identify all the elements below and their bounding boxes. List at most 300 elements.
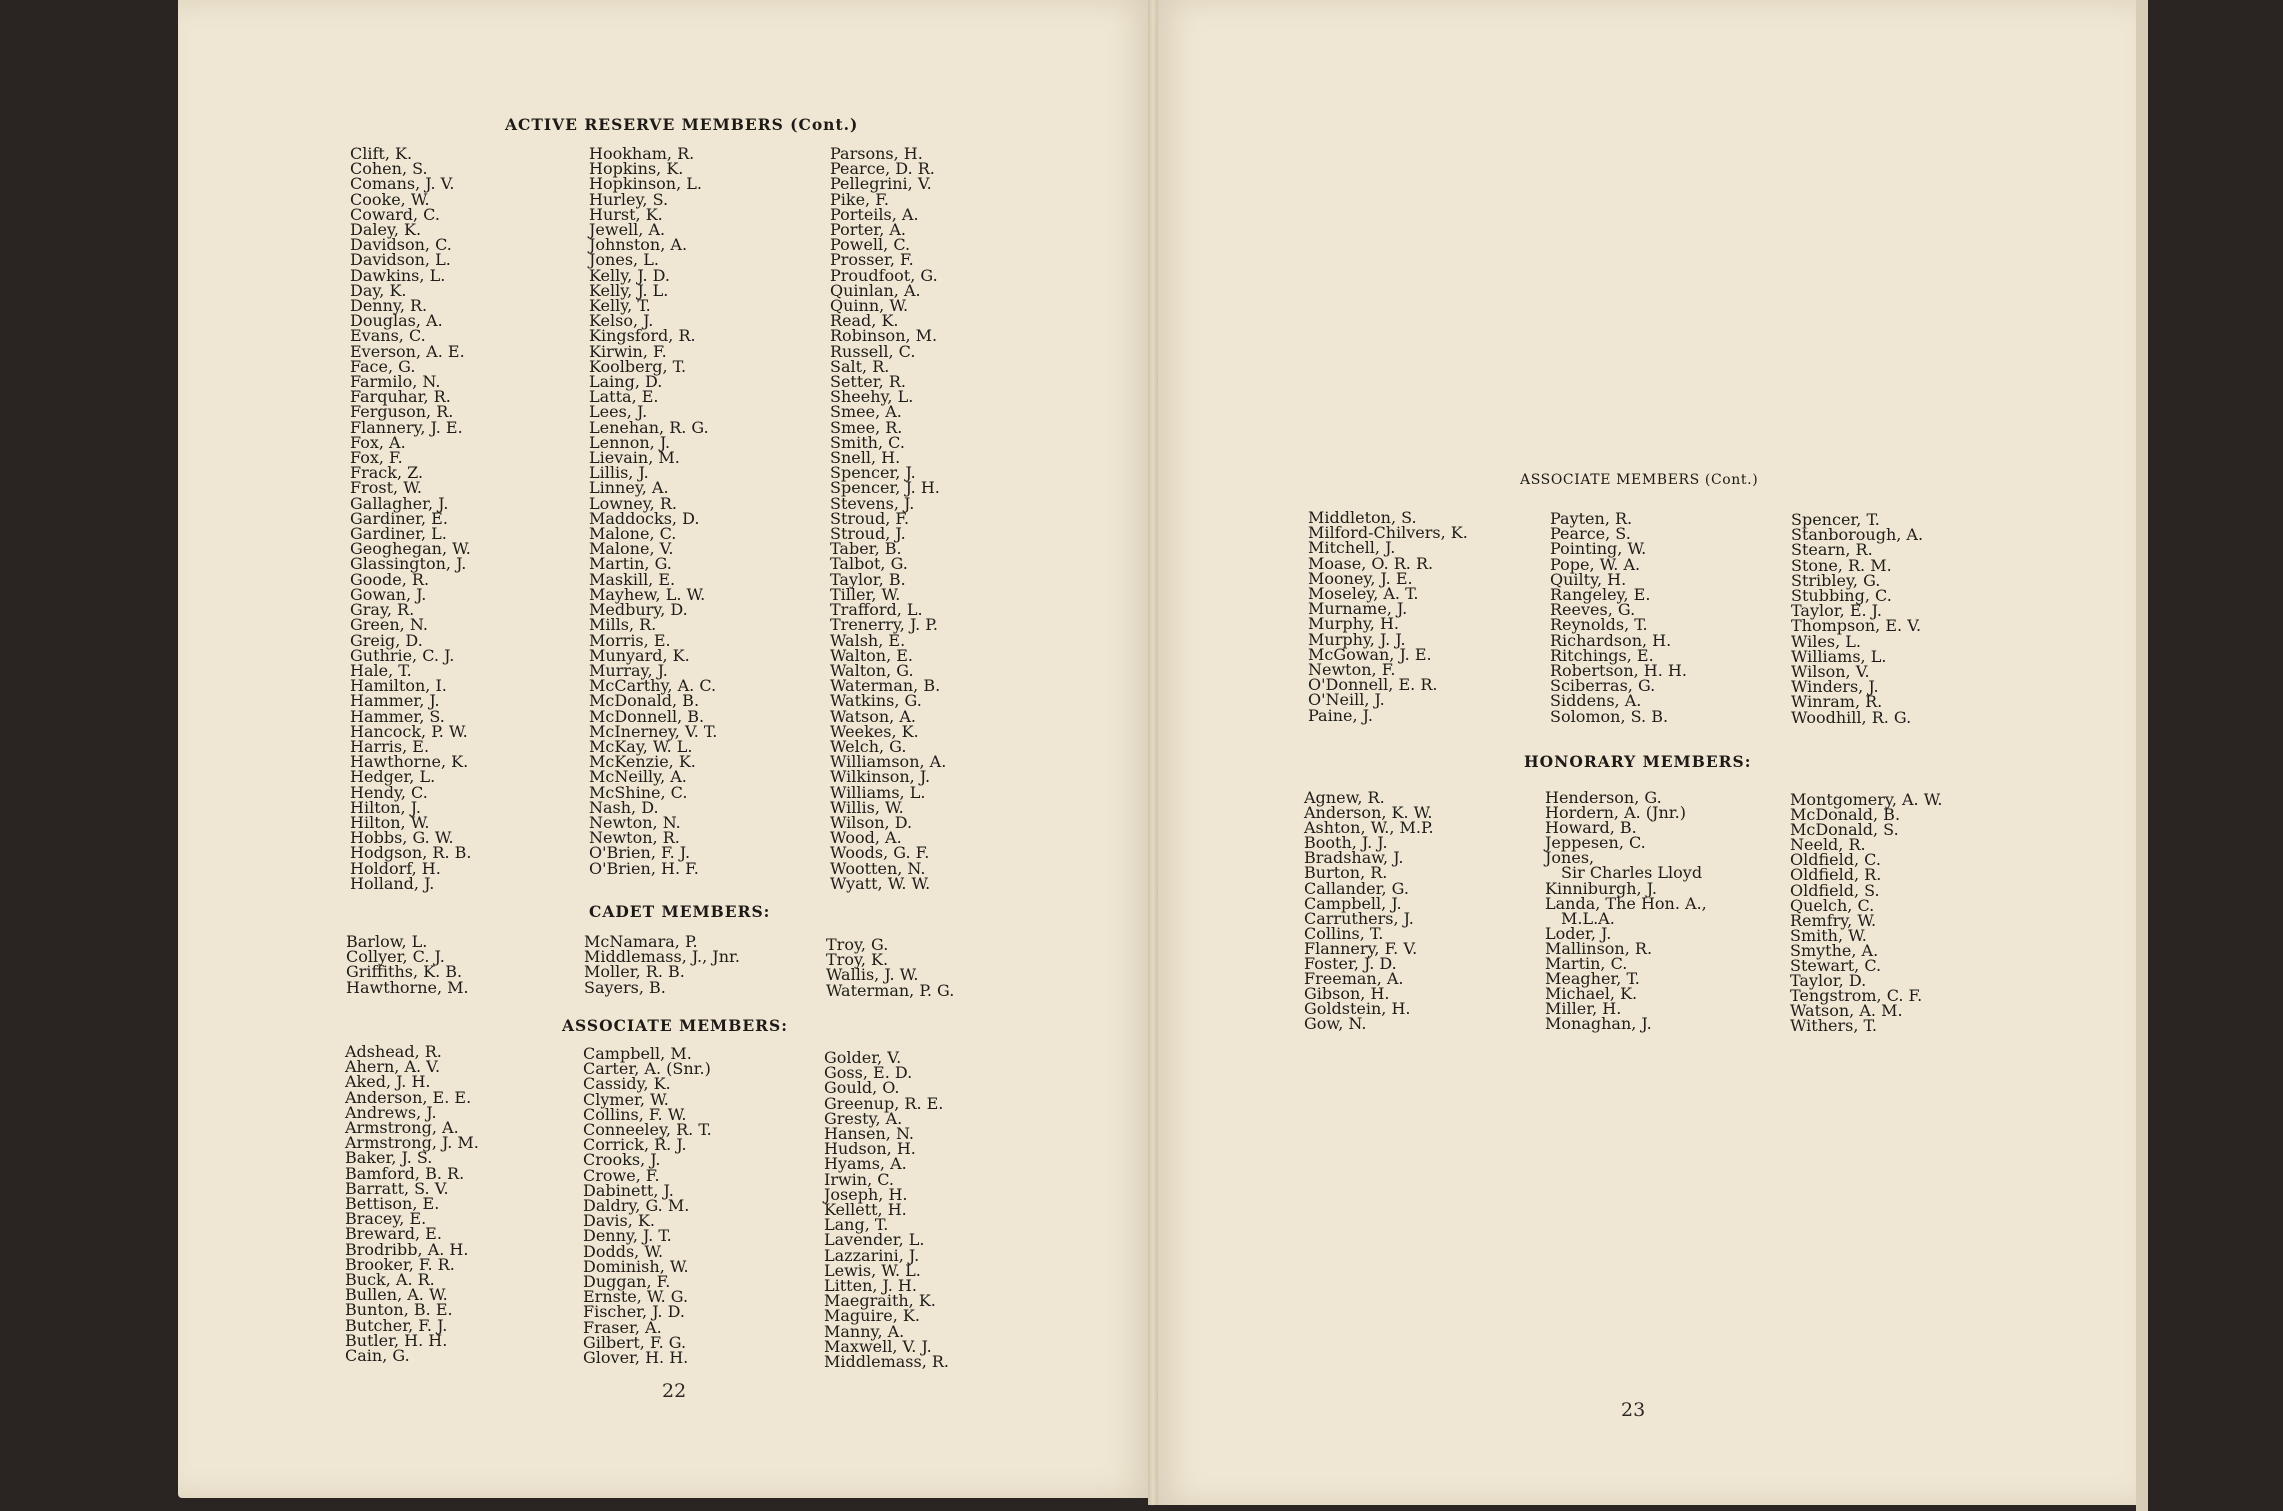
member-name: Mallinson, R.	[1545, 938, 1653, 958]
member-name: Griffiths, K. B.	[346, 962, 463, 982]
member-name: Dodds, W.	[583, 1241, 664, 1261]
honorary-column-1	[1304, 790, 1434, 1032]
member-name: Jeppesen, C.	[1545, 833, 1646, 853]
member-name: Hopkinson, L.	[589, 174, 702, 194]
member-name: Newton, R.	[589, 828, 680, 848]
member-name: Taber, B.	[830, 539, 902, 559]
member-name: Cain, G.	[345, 1346, 410, 1366]
member-name: Lazzarini, J.	[824, 1245, 920, 1265]
cadet-heading: CADET MEMBERS:	[589, 902, 771, 921]
honorary-column-3	[1790, 792, 1942, 1034]
member-name: Bunton, B. E.	[345, 1300, 453, 1320]
member-name: Smee, A.	[830, 402, 902, 422]
honorary-heading: HONORARY MEMBERS:	[1524, 752, 1752, 771]
member-name: Munyard, K.	[589, 645, 690, 665]
member-name: Maegraith, K.	[824, 1291, 936, 1311]
member-name: Lowney, R.	[589, 493, 677, 513]
member-name: Joseph, H.	[824, 1184, 908, 1204]
member-name: Taylor, B.	[830, 569, 906, 589]
member-name: Spencer, J. H.	[830, 478, 940, 498]
member-name: Spencer, T.	[1791, 510, 1880, 529]
member-name: Laing, D.	[589, 372, 663, 392]
member-name: Lang, T.	[824, 1215, 889, 1235]
member-name: Corrick, R. J.	[583, 1135, 687, 1155]
member-name: Denny, R.	[350, 296, 428, 316]
member-name: Porteils, A.	[830, 204, 919, 224]
member-name: Lenehan, R. G.	[589, 417, 709, 437]
member-name: Murphy, H.	[1308, 614, 1400, 634]
member-name: Farmilo, N.	[350, 372, 441, 392]
member-name: Glassington, J.	[350, 554, 467, 574]
active-reserve-column-3	[830, 146, 946, 891]
member-name: Murphy, J. J.	[1308, 629, 1406, 649]
member-name: Aked, J. H.	[345, 1072, 431, 1092]
member-name: Stearn, R.	[1791, 540, 1873, 560]
member-name: Brodribb, A. H.	[345, 1239, 469, 1259]
member-name: Barratt, S. V.	[345, 1178, 449, 1198]
member-name: Oldfield, C.	[1790, 850, 1881, 870]
member-name: Pellegrini, V.	[830, 174, 932, 194]
member-name: Troy, K.	[826, 950, 889, 970]
member-name: Hendy, C.	[350, 782, 428, 802]
member-name: Johnston, A.	[589, 235, 688, 255]
member-name: Everson, A. E.	[350, 341, 465, 361]
member-name: McGowan, J. E.	[1308, 644, 1432, 664]
member-name: Daley, K.	[350, 220, 422, 240]
member-name: Butcher, F. J.	[345, 1315, 448, 1335]
member-name: Agnew, R.	[1304, 788, 1385, 807]
member-name: Carruthers, J.	[1304, 908, 1414, 928]
member-name: Martin, G.	[589, 554, 672, 574]
member-name: Stevens, J.	[830, 493, 915, 513]
member-name: Anderson, K. W.	[1304, 803, 1433, 823]
member-name: Freeman, A.	[1304, 969, 1404, 989]
member-name: Goldstein, H.	[1304, 999, 1411, 1019]
member-name: Fischer, J. D.	[583, 1302, 685, 1322]
member-name: Tengstrom, C. F.	[1790, 986, 1923, 1006]
member-name: Clymer, W.	[583, 1089, 669, 1109]
member-name: Kelly, J. D.	[589, 265, 670, 285]
member-name: Wootten, N.	[830, 858, 926, 878]
member-name: Oldfield, S.	[1790, 880, 1880, 900]
member-name: Carter, A. (Snr.)	[583, 1059, 711, 1079]
member-name: Day, K.	[350, 280, 407, 300]
member-name: Campbell, J.	[1304, 893, 1402, 913]
member-name: Rangeley, E.	[1550, 585, 1651, 605]
member-name: Goss, E. D.	[824, 1063, 913, 1083]
member-name: Hawthorne, M.	[346, 977, 469, 997]
member-name: Williams, L.	[830, 782, 926, 802]
member-name: Guthrie, C. J.	[350, 645, 455, 665]
member-name: Gardiner, E.	[350, 508, 448, 528]
member-name: Quinn, W.	[830, 296, 909, 316]
member-name: McNeilly, A.	[589, 767, 687, 787]
member-name: Watkins, G.	[830, 691, 922, 711]
member-name: Winram, R.	[1791, 692, 1883, 712]
member-name: Stroud, J.	[830, 524, 906, 544]
member-name: Brooker, F. R.	[345, 1254, 455, 1274]
member-name: Cassidy, K.	[583, 1074, 671, 1094]
member-name: Withers, T.	[1790, 1016, 1877, 1036]
member-name: Wilson, V.	[1791, 662, 1870, 682]
member-name: Monaghan, J.	[1545, 1014, 1652, 1034]
member-name: Gallagher, J.	[350, 493, 449, 513]
member-name: McShine, C.	[589, 782, 688, 802]
member-name: Reeves, G.	[1550, 600, 1636, 620]
member-name: Wallis, J. W.	[826, 965, 919, 985]
member-name: Hobbs, G. W.	[350, 828, 454, 848]
member-name: Reynolds, T.	[1550, 615, 1648, 635]
member-name: Davidson, L.	[350, 250, 451, 270]
member-name: Porter, A.	[830, 220, 906, 240]
member-name: Buck, A. R.	[345, 1270, 435, 1290]
member-name: Hilton, W.	[350, 812, 430, 832]
member-name: Troy, G.	[826, 935, 889, 954]
member-name: Collins, T.	[1304, 923, 1384, 943]
member-name: McNamara, P.	[584, 932, 698, 951]
member-name: Pointing, W.	[1550, 539, 1647, 559]
member-name: Nash, D.	[589, 797, 659, 817]
member-name: Manny, A.	[824, 1321, 905, 1341]
member-name: Robinson, M.	[830, 326, 938, 346]
member-name: Geoghegan, W.	[350, 539, 471, 559]
member-name: Spencer, J.	[830, 463, 916, 483]
member-name: Crooks, J.	[583, 1150, 661, 1170]
member-name: Prosser, F.	[830, 250, 914, 270]
member-name: Moller, R. B.	[584, 962, 685, 982]
member-name: Morris, E.	[589, 630, 671, 650]
member-name: Ernste, W. G.	[583, 1287, 689, 1307]
member-name: Litten, J. H.	[824, 1276, 917, 1296]
associate-column-2	[583, 1044, 712, 1368]
member-name: Douglas, A.	[350, 311, 443, 331]
member-name: Linney, A.	[589, 478, 669, 498]
member-name: Hyams, A.	[824, 1154, 907, 1174]
member-name: Mitchell, J.	[1308, 538, 1396, 558]
member-name: O'Brien, F. J.	[589, 843, 691, 863]
member-name: Pearce, D. R.	[830, 159, 935, 179]
member-name: Hancock, P. W.	[350, 721, 468, 741]
member-name: Martin, C.	[1545, 954, 1628, 974]
member-name: Anderson, E. E.	[345, 1087, 472, 1107]
member-name: Duggan, F.	[583, 1272, 671, 1292]
member-name: Jones, L.	[589, 250, 659, 270]
member-name: McCarthy, A. C.	[589, 676, 717, 696]
page-number-right: 23	[1621, 1399, 1646, 1421]
member-name: Fox, F.	[350, 448, 403, 468]
member-name: Lees, J.	[589, 402, 648, 422]
member-name: Pope, W. A.	[1550, 554, 1641, 574]
member-name: McDonald, S.	[1790, 820, 1899, 840]
member-name: Wilkinson, J.	[830, 767, 931, 787]
page-number-left: 22	[662, 1380, 687, 1402]
member-name: Murray, J.	[589, 660, 668, 680]
member-name: Callander, G.	[1304, 878, 1409, 898]
member-name: Moase, O. R. R.	[1308, 553, 1434, 573]
member-name: Hookham, R.	[589, 144, 695, 163]
associate-cont-column-1	[1308, 510, 1468, 723]
member-name: Mooney, J. E.	[1308, 568, 1413, 588]
member-name: McKay, W. L.	[589, 736, 693, 756]
member-name: Medbury, D.	[589, 600, 688, 620]
member-name: Hopkins, K.	[589, 159, 684, 179]
member-name: Proudfoot, G.	[830, 265, 938, 285]
member-name: Kelly, J. L.	[589, 280, 669, 300]
cadet-column-1	[346, 934, 469, 995]
member-name: Wilson, D.	[830, 812, 913, 832]
member-name: Frack, Z.	[350, 463, 424, 483]
member-name: Holland, J.	[350, 873, 435, 893]
member-name: Powell, C.	[830, 235, 911, 255]
member-name: Henderson, G.	[1545, 788, 1662, 807]
member-name: Gowan, J.	[350, 584, 427, 604]
member-name: Fraser, A.	[583, 1317, 662, 1337]
member-name: Parsons, H.	[830, 144, 923, 163]
member-name: Baker, J. S.	[345, 1148, 433, 1168]
member-name: Miller, H.	[1545, 999, 1622, 1019]
member-name: Trafford, L.	[830, 600, 923, 620]
member-name: Jones,	[1545, 848, 1595, 868]
member-name: Quelch, C.	[1790, 895, 1875, 915]
member-name: Gibson, H.	[1304, 984, 1390, 1004]
member-name: Dominish, W.	[583, 1256, 689, 1276]
member-name: Stribley, G.	[1791, 570, 1881, 590]
cadet-column-3	[826, 937, 954, 998]
member-name: Salt, R.	[830, 356, 890, 376]
member-name: Lavender, L.	[824, 1230, 925, 1250]
member-name: Sheehy, L.	[830, 387, 914, 407]
member-name: Kelso, J.	[589, 311, 654, 331]
member-name: Farquhar, R.	[350, 387, 451, 407]
member-name: Greenup, R. E.	[824, 1093, 944, 1113]
member-name: Cohen, S.	[350, 159, 428, 179]
member-name: Williamson, A.	[830, 752, 947, 772]
member-name: Comans, J. V.	[350, 174, 455, 194]
member-name: Oldfield, R.	[1790, 865, 1882, 885]
member-name: Clift, K.	[350, 144, 413, 163]
member-name: Greig, D.	[350, 630, 423, 650]
member-name: Ferguson, R.	[350, 402, 454, 422]
member-name: Collins, F. W.	[583, 1104, 687, 1124]
member-name: McDonnell, B.	[589, 706, 705, 726]
member-name: Walton, G.	[830, 660, 914, 680]
member-name: Williams, L.	[1791, 646, 1887, 666]
member-name: Hamilton, I.	[350, 676, 447, 696]
member-name: Woods, G. F.	[830, 843, 930, 863]
member-name: Gresty, A.	[824, 1108, 903, 1128]
member-name: Breward, E.	[345, 1224, 442, 1244]
member-name: Face, G.	[350, 356, 416, 376]
member-name: Landa, The Hon. A.,	[1545, 893, 1707, 913]
member-name: Lennon, J.	[589, 432, 671, 452]
member-name: Quilty, H.	[1550, 569, 1627, 589]
member-name: Talbot, G.	[830, 554, 908, 574]
member-name: Bradshaw, J.	[1304, 848, 1404, 868]
member-name: Pike, F.	[830, 189, 889, 209]
member-name: Evans, C.	[350, 326, 426, 346]
member-name: Middlemass, J., Jnr.	[584, 947, 740, 967]
honorary-column-2	[1545, 790, 1707, 1032]
member-name: Stone, R. M.	[1791, 555, 1892, 575]
member-name: Read, K.	[830, 311, 899, 331]
member-name: Richardson, H.	[1550, 630, 1672, 650]
member-name: Foster, J. D.	[1304, 954, 1397, 974]
member-name: Green, N.	[350, 615, 428, 635]
member-name: Flannery, F. V.	[1304, 938, 1418, 958]
member-name: Hudson, H.	[824, 1139, 916, 1159]
member-name: Woodhill, R. G.	[1791, 707, 1912, 727]
member-name: Winders, J.	[1791, 677, 1879, 697]
book-gutter	[1148, 0, 1158, 1505]
member-name: Gray, R.	[350, 600, 415, 620]
member-name: Stewart, C.	[1790, 956, 1882, 976]
member-name: O'Donnell, E. R.	[1308, 675, 1438, 695]
member-name: Waterman, B.	[830, 676, 941, 696]
member-name: Snell, H.	[830, 448, 901, 468]
member-name: Smee, R.	[830, 417, 903, 437]
member-name: Bettison, E.	[345, 1194, 440, 1214]
member-name: Conneeley, R. T.	[583, 1120, 712, 1140]
member-name: McInerney, V. T.	[589, 721, 718, 741]
member-name: Hurley, S.	[589, 189, 669, 209]
member-name: Lewis, W. L.	[824, 1260, 921, 1280]
member-name: Bamford, B. R.	[345, 1163, 465, 1183]
member-name: Wyatt, W. W.	[830, 873, 931, 893]
member-name: Maguire, K.	[824, 1306, 920, 1326]
member-name: Hordern, A. (Jnr.)	[1545, 803, 1686, 823]
associate-cont-column-3	[1791, 512, 1923, 725]
member-name: Lillis, J.	[589, 463, 649, 483]
member-name: Payten, R.	[1550, 509, 1633, 528]
member-name: Quinlan, A.	[830, 280, 921, 300]
member-name: Sayers, B.	[584, 977, 666, 997]
member-name: Trenerry, J. P.	[830, 615, 938, 635]
member-name: Stroud, F.	[830, 508, 910, 528]
member-name: Latta, E.	[589, 387, 659, 407]
associate-cont-column-2	[1550, 511, 1687, 724]
member-name: Barlow, L.	[346, 932, 428, 951]
member-name: O'Neill, J.	[1308, 690, 1385, 710]
member-name: Holdorf, H.	[350, 858, 441, 878]
member-name: Kinniburgh, J.	[1545, 878, 1657, 898]
member-name: Newton, F.	[1308, 660, 1396, 680]
member-name: Watson, A.	[830, 706, 916, 726]
cadet-column-2	[584, 934, 740, 995]
member-name: Smith, W.	[1790, 925, 1867, 945]
member-name: Hodgson, R. B.	[350, 843, 472, 863]
member-name: Hilton, J.	[350, 797, 421, 817]
member-name: Frost, W.	[350, 478, 422, 498]
member-name: Goode, R.	[350, 569, 430, 589]
member-name: Mills, R.	[589, 615, 657, 635]
member-name: Montgomery, A. W.	[1790, 790, 1943, 809]
member-name: Newton, N.	[589, 812, 681, 832]
member-name: O'Brien, H. F.	[589, 858, 699, 878]
member-name: Stubbing, C.	[1791, 586, 1892, 606]
member-name: Flannery, J. E.	[350, 417, 463, 437]
associate-column-1	[345, 1042, 479, 1366]
member-name: McDonald, B.	[589, 691, 700, 711]
member-name: Dabinett, J.	[583, 1180, 674, 1200]
member-name: Michael, K.	[1545, 984, 1638, 1004]
member-name: Kirwin, F.	[589, 341, 667, 361]
member-name: Murname, J.	[1308, 599, 1408, 619]
member-name: Pearce, S.	[1550, 524, 1631, 544]
member-name: Hansen, N.	[824, 1124, 915, 1144]
member-name: Ritchings, E.	[1550, 645, 1654, 665]
member-name: Jewell, A.	[589, 220, 666, 240]
member-name: McDonald, B.	[1790, 805, 1901, 825]
member-name: Daldry, G. M.	[583, 1196, 690, 1216]
member-name: Coward, C.	[350, 204, 440, 224]
member-name: Dawkins, L.	[350, 265, 446, 285]
member-name: Harris, E.	[350, 736, 430, 756]
member-name: Hale, T.	[350, 660, 412, 680]
member-name: Bracey, E.	[345, 1209, 427, 1229]
member-name: Taylor, D.	[1790, 971, 1867, 991]
member-name: Meagher, T.	[1545, 969, 1640, 989]
member-name: Maskill, E.	[589, 569, 676, 589]
member-name: Willis, W.	[830, 797, 904, 817]
member-name: Armstrong, J. M.	[345, 1133, 479, 1153]
member-name: Middlemass, R.	[824, 1352, 950, 1372]
member-name: Kellett, H.	[824, 1200, 907, 1220]
member-name: Middleton, S.	[1308, 508, 1417, 527]
member-name: Mayhew, L. W.	[589, 584, 706, 604]
member-name: Maddocks, D.	[589, 508, 700, 528]
member-name: Malone, C.	[589, 524, 677, 544]
member-name: Golder, V.	[824, 1048, 902, 1067]
member-name: Walton, E.	[830, 645, 914, 665]
member-name: Gardiner, L.	[350, 524, 447, 544]
member-name: Lievain, M.	[589, 448, 680, 468]
member-name: Ahern, A. V.	[345, 1057, 441, 1077]
member-name: Loder, J.	[1545, 923, 1612, 943]
member-name: Milford-Chilvers, K.	[1308, 523, 1468, 543]
member-name: M.L.A.	[1561, 908, 1615, 928]
member-name: Siddens, A.	[1550, 691, 1642, 711]
page-edge	[2136, 0, 2148, 1511]
member-name: Remfry, W.	[1790, 910, 1877, 930]
member-name: Sciberras, G.	[1550, 676, 1656, 696]
member-name: Crowe, F.	[583, 1165, 660, 1185]
member-name: Paine, J.	[1308, 705, 1373, 725]
active-reserve-column-1	[350, 146, 471, 891]
member-name: Andrews, J.	[345, 1102, 437, 1122]
member-name: Wood, A.	[830, 828, 902, 848]
member-name: Hurst, K.	[589, 204, 663, 224]
member-name: Butler, H. H.	[345, 1330, 448, 1350]
member-name: Howard, B.	[1545, 818, 1637, 838]
member-name: Irwin, C.	[824, 1169, 895, 1189]
member-name: Burton, R.	[1304, 863, 1388, 883]
associate-column-3	[824, 1048, 950, 1372]
member-name: Gow, N.	[1304, 1014, 1367, 1034]
member-name: Stanborough, A.	[1791, 525, 1924, 545]
member-name: Tiller, W.	[830, 584, 901, 604]
member-name: Walsh, E.	[830, 630, 906, 650]
member-name: Cooke, W.	[350, 189, 430, 209]
member-name: Taylor, E. J.	[1791, 601, 1882, 621]
member-name: Gilbert, F. G.	[583, 1332, 687, 1352]
member-name: Hawthorne, K.	[350, 752, 469, 772]
member-name: McKenzie, K.	[589, 752, 696, 772]
member-name: Kelly, T.	[589, 296, 651, 316]
member-name: Hedger, L.	[350, 767, 436, 787]
member-name: Weekes, K.	[830, 721, 919, 741]
member-name: Booth, J. J.	[1304, 833, 1388, 853]
member-name: Davidson, C.	[350, 235, 452, 255]
